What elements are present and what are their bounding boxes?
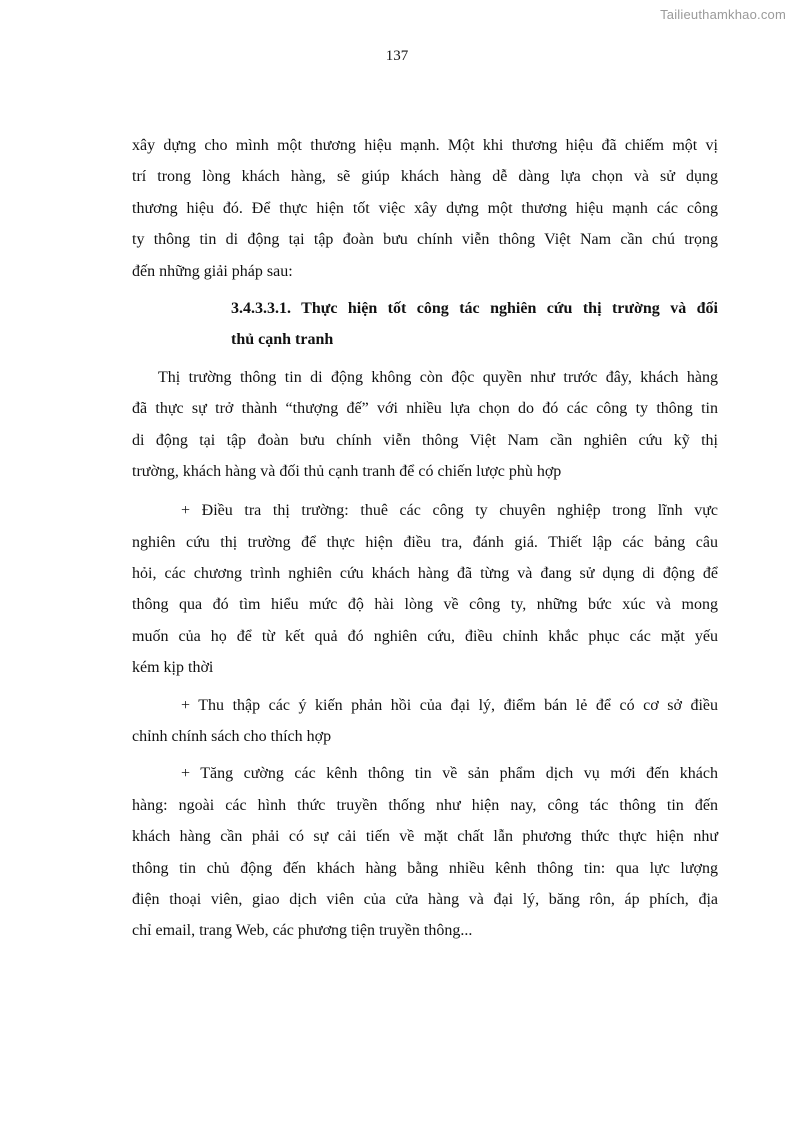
text-line: di động tại tập đoàn bưu chính viễn thông Việt Nam cần nghiên cứu kỹ thị <box>132 431 718 449</box>
bullet-channels <box>132 758 718 946</box>
section-heading <box>132 293 718 356</box>
text-line: hỏi, các chương trình nghiên cứu khách hàng đã từng và đang sử dụng di động để <box>132 565 718 583</box>
text-line: + Điều tra thị trường: thuê các công ty chuyên nghiệp trong lĩnh vực <box>181 502 718 520</box>
text-line: xây dựng cho mình một thương hiệu mạnh. Một khi thương hiệu đã chiếm một vị <box>132 137 718 154</box>
text-line: + Thu thập các ý kiến phản hồi của đại lý, điểm bán lẻ để có cơ sở điều <box>181 696 718 714</box>
text-line: muốn của họ để từ kết quả đó nghiên cứu, điều chỉnh khắc phục các mặt yếu <box>132 627 718 645</box>
text-line: ty thông tin di động tại tập đoàn bưu chính viễn thông Việt Nam cần chú trọng <box>132 231 718 249</box>
text-line: nghiên cứu thị trường để thực hiện điều tra, đánh giá. Thiết lập các bảng câu <box>132 533 718 551</box>
heading-line: thủ cạnh tranh <box>231 331 334 349</box>
document-body <box>132 130 718 947</box>
text-line: khách hàng cần phải có sự cải tiến về mặt chất lẫn phương thức thực hiện như <box>132 828 718 846</box>
text-line: đến những giải pháp sau: <box>132 262 293 280</box>
bullet-market-survey <box>132 495 718 683</box>
heading-line: 3.4.3.3.1. Thực hiện tốt công tác nghiên cứu thị trường và đối <box>231 299 718 317</box>
text-line: hàng: ngoài các hình thức truyền thống như hiện nay, công tác thông tin đến <box>132 796 718 814</box>
text-line: thương hiệu đó. Để thực hiện tốt việc xây dựng một thương hiệu mạnh các công <box>132 199 718 217</box>
text-line: điện thoại viên, giao dịch viên của cửa hàng và đại lý, băng rôn, áp phích, địa <box>132 890 718 908</box>
text-line: + Tăng cường các kênh thông tin về sản phẩm dịch vụ mới đến khách <box>181 765 718 783</box>
text-line: chỉ email, trang Web, các phương tiện truyền thông... <box>132 922 473 940</box>
paragraph-intro <box>132 130 718 287</box>
text-line: thông tin chủ động đến khách hàng bằng nhiều kênh thông tin: qua lực lượng <box>132 859 718 877</box>
page-number: 137 <box>385 48 409 64</box>
paragraph-market <box>132 362 718 488</box>
text-line: đã thực sự trở thành “thượng đế” với nhiều lựa chọn do đó các công ty thông tin <box>132 400 718 418</box>
watermark-text: Tailieuthamkhao.com <box>660 7 786 22</box>
text-line: thông qua đó tìm hiểu mức độ hài lòng về công ty, những bức xúc và mong <box>132 596 718 614</box>
text-line: trí trong lòng khách hàng, sẽ giúp khách hàng dễ dàng lựa chọn và sử dụng <box>132 168 718 186</box>
bullet-feedback <box>132 690 718 753</box>
text-line: Thị trường thông tin di động không còn độc quyền như trước đây, khách hàng <box>158 368 718 386</box>
text-line: kém kịp thời <box>132 659 214 677</box>
text-line: trường, khách hàng và đối thủ cạnh tranh để có chiến lược phù hợp <box>132 462 562 480</box>
text-line: chỉnh chính sách cho thích hợp <box>132 728 332 746</box>
